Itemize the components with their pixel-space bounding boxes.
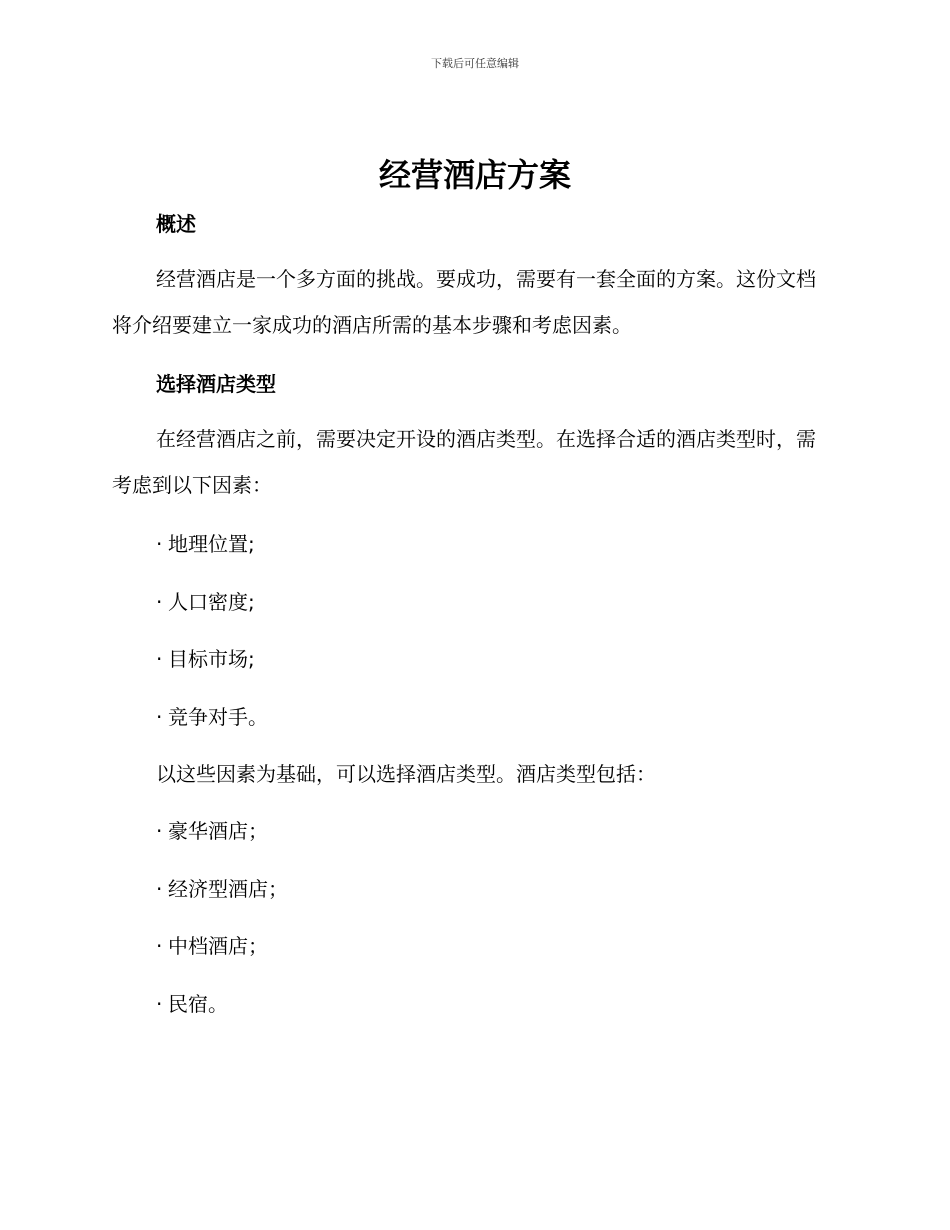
list-item xyxy=(156,988,228,1017)
list-item-text: 地理位置; xyxy=(168,532,255,556)
section-heading-choose-type: 选择酒店类型 xyxy=(156,372,276,396)
page-title: 经营酒店方案 xyxy=(378,156,571,194)
bullet-icon: · xyxy=(156,877,163,901)
choose-type-paragraph: 在经营酒店之前，需要决定开设的酒店类型。在选择合适的酒店类型时，需考虑到以下因素： xyxy=(112,427,816,497)
bullet-icon: · xyxy=(156,992,163,1016)
section-heading-overview: 概述 xyxy=(156,212,196,236)
list-item-text: 民宿。 xyxy=(168,992,228,1016)
list-item-text: 人口密度; xyxy=(168,590,255,614)
bullet-icon: · xyxy=(156,934,163,958)
bullet-icon: · xyxy=(156,819,163,843)
list-item-text: 中档酒店； xyxy=(168,934,268,958)
list-item-text: 经济型酒店； xyxy=(168,877,288,901)
list-item-text: 目标市场; xyxy=(168,647,255,671)
list-item xyxy=(156,873,288,902)
list-item-text: 豪华酒店； xyxy=(168,819,268,843)
overview-paragraph: 经营酒店是一个多方面的挑战。要成功，需要有一套全面的方案。这份文档将介绍要建立一家成功的酒店所需的基本步骤和考虑因素。 xyxy=(112,267,816,337)
list-item xyxy=(156,586,255,615)
list-item xyxy=(156,528,255,557)
list-item xyxy=(156,815,268,844)
list-item xyxy=(156,643,255,672)
list-item xyxy=(156,930,268,959)
list-item-text: 竞争对手。 xyxy=(168,705,268,729)
header-note: 下载后可任意编辑 xyxy=(431,57,519,70)
bullet-icon: · xyxy=(156,590,163,614)
bullet-icon: · xyxy=(156,647,163,671)
bullet-icon: · xyxy=(156,705,163,729)
transition-paragraph: 以这些因素为基础，可以选择酒店类型。酒店类型包括： xyxy=(156,762,656,786)
list-item xyxy=(156,701,268,730)
bullet-icon: · xyxy=(156,532,163,556)
